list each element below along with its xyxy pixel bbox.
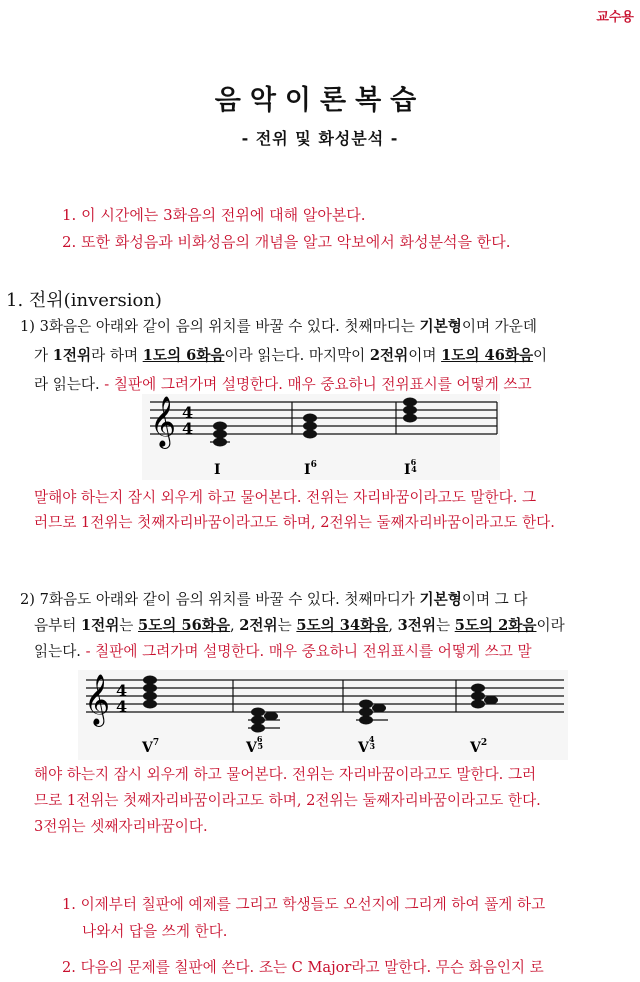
term-v2: 5도의 2화음 — [454, 617, 537, 634]
note-head — [213, 422, 227, 431]
page-title: 음악이론복습 — [214, 85, 426, 116]
text: 는 — [119, 617, 139, 634]
term-third-inversion: 3전위 — [397, 617, 436, 634]
text: 음부터 — [34, 617, 81, 634]
term-v56: 5도의 56화음 — [138, 617, 230, 634]
staff-triads — [142, 394, 500, 480]
note-head — [403, 406, 417, 415]
teacher-note: - 칠판에 그려가며 설명한다. 매우 중요하니 전위표시를 어떻게 쓰고 — [99, 376, 532, 393]
note-head — [303, 422, 317, 431]
text: 2) 7화음도 아래와 같이 음의 위치를 바꿀 수 있다. 첫째마디가 — [20, 591, 420, 608]
para1-line4: 말해야 하는지 잠시 외우게 하고 물어본다. 전위는 자리바꿈이라고도 말한다. 그 — [34, 489, 537, 506]
text: 이라 읽는다. 마지막이 — [224, 347, 370, 364]
text: 1) 3화음은 아래와 같이 음의 위치를 바꿀 수 있다. 첫째마디는 — [20, 318, 420, 335]
para2-line2 — [34, 611, 565, 640]
text: , — [229, 617, 240, 634]
time-signature-top: 4 — [182, 403, 194, 422]
text: 라 읽는다. — [34, 376, 100, 393]
text: 이 — [533, 347, 548, 364]
chord-label-V7: $V^7$ — [142, 738, 160, 756]
text: 는 — [435, 617, 455, 634]
term-second-inversion: 2전위 — [239, 617, 278, 634]
note-head — [403, 414, 417, 423]
para2-line6: 3전위는 셋째자리바꿈이다. — [34, 818, 208, 835]
text: 라 하며 — [91, 347, 143, 364]
para2-line4: 해야 하는지 잠시 외우게 하고 물어본다. 전위는 자리바꿈이라고도 말한다. 그러 — [34, 766, 537, 783]
para2-line5: 므로 1전위는 첫째자리바꿈이라고도 하며, 2전위는 둘째자리바꿈이라고도 한다. — [34, 792, 541, 809]
text: 는 — [277, 617, 297, 634]
chord-label-I: I — [214, 462, 221, 478]
chord-label-V56: $V^6$ 5 — [246, 734, 264, 756]
goal-1: 1. 이 시간에는 3화음의 전위에 대해 알아본다. — [62, 206, 366, 224]
chord-label-I46: $I^6$ 4 — [404, 457, 417, 478]
note-head — [213, 430, 227, 439]
term-first-inversion: 1전위 — [80, 617, 120, 634]
note-1-line1: 1. 이제부터 칠판에 예제를 그리고 학생들도 오선지에 그리게 하여 풀게 하고 — [62, 896, 546, 913]
section-heading: 1. 전위(inversion) — [6, 290, 162, 311]
text: 읽는다. — [34, 643, 81, 660]
para2-line3 — [34, 637, 532, 666]
text: , — [388, 617, 398, 634]
text: 이며 가운데 — [461, 318, 537, 335]
text: 이며 그 다 — [461, 591, 528, 608]
term-root: 기본형 — [419, 591, 462, 608]
term-root: 기본형 — [419, 318, 462, 335]
note-head — [303, 414, 317, 423]
note-head — [303, 430, 317, 439]
teacher-note: - 칠판에 그려가며 설명한다. 매우 중요하니 전위표시를 어떻게 쓰고 말 — [80, 643, 532, 660]
treble-clef-icon: 𝄞 — [150, 396, 177, 447]
page-subtitle: - 전위 및 화성분석 - — [241, 129, 399, 148]
term-i6: 1도의 6화음 — [142, 347, 225, 364]
time-signature-bottom: 4 — [182, 419, 194, 438]
term-i46: 1도의 46화음 — [441, 347, 534, 364]
chord-label-V2: $V^2$ — [470, 738, 488, 756]
para1-line1 — [20, 312, 537, 341]
goal-2: 2. 또한 화성음과 비화성음의 개념을 알고 악보에서 화성분석을 한다. — [62, 233, 511, 251]
term-second-inversion: 2전위 — [369, 347, 409, 364]
para1-line2 — [34, 341, 547, 370]
text: 가 — [34, 347, 53, 364]
treble-clef-icon: 𝄞 — [84, 674, 111, 725]
teacher-badge: 교수용 — [596, 10, 634, 25]
time-signature-top: 4 — [116, 681, 128, 700]
term-v34: 5도의 34화음 — [296, 617, 389, 634]
para2-line1 — [20, 585, 528, 614]
text: 이라 — [536, 617, 565, 634]
note-1-line2: 나와서 답을 쓰게 한다. — [82, 923, 228, 940]
text: 이며 — [408, 347, 442, 364]
note-head — [403, 398, 417, 407]
time-signature-bottom: 4 — [116, 697, 128, 716]
para1-line5: 러므로 1전위는 첫째자리바꿈이라고도 하며, 2전위는 둘째자리바꿈이라고도 한다. — [34, 514, 555, 531]
note-2-line1: 2. 다음의 문제를 칠판에 쓴다. 조는 C Major라고 말한다. 무슨 화음인지 로 — [62, 959, 544, 976]
staff-seventh-chords — [78, 670, 568, 760]
chord-label-V34: $V^4$ 3 — [358, 734, 376, 756]
chord-label-I6: $I^6$ — [304, 460, 317, 478]
term-first-inversion: 1전위 — [52, 347, 92, 364]
